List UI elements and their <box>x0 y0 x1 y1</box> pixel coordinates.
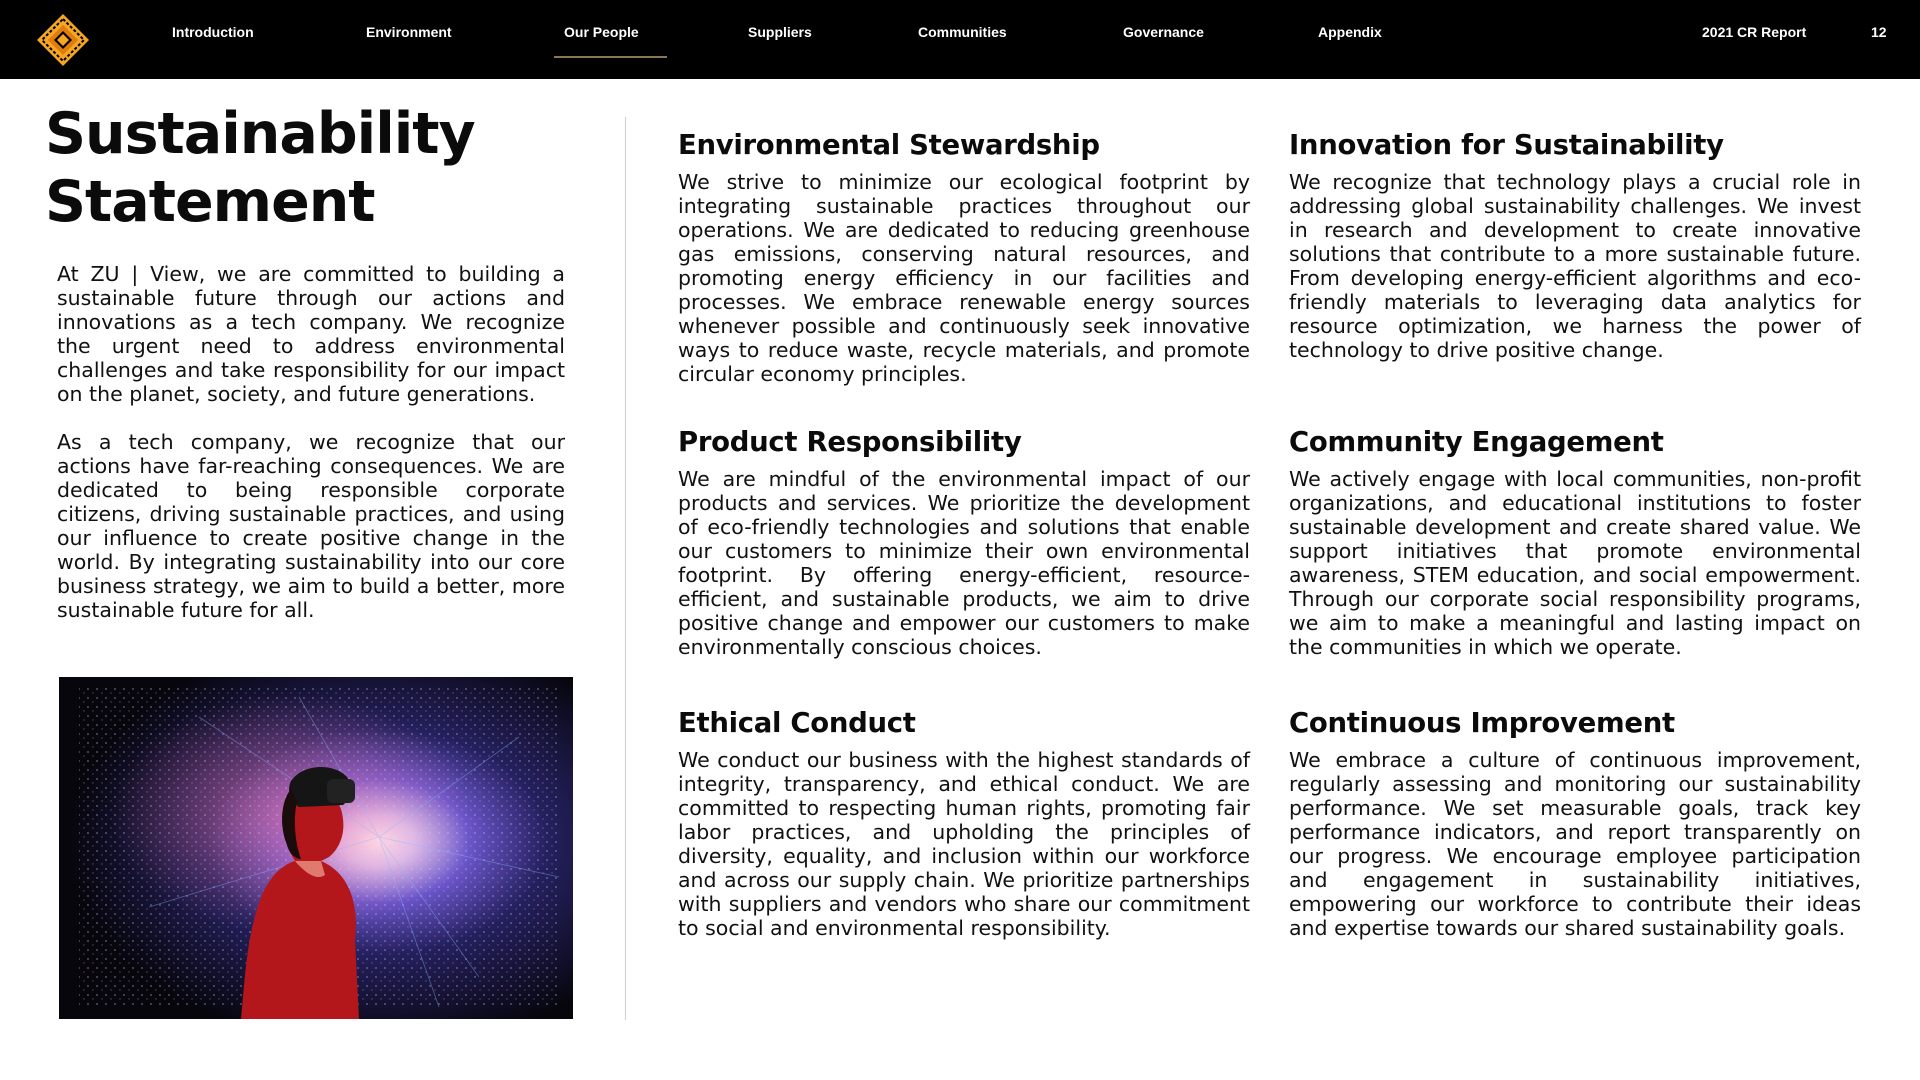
nav-appendix[interactable]: Appendix <box>1318 24 1382 40</box>
column-divider <box>625 117 626 1020</box>
top-navigation-bar <box>0 0 1920 79</box>
page-title-line-2: Statement <box>45 169 375 235</box>
section-body: We actively engage with local communities, non-profit organizations, and educational institutions to foster sustainable development and create shared value. We support initiatives that promote environmental awareness, STEM education, and social empowerment. Through our corporate social responsibility programs, we aim to make a meaningful and lasting impact on the communities in which we operate. <box>1289 467 1861 659</box>
section-body: We recognize that technology plays a crucial role in addressing global sustainability challenges. We invest in research and development to create innovative solutions that contribute to a more sustainable future. From developing energy-efficient algorithms and eco-friendly materials to leveraging data analytics for resource optimization, we harness the power of technology to drive positive change. <box>1289 170 1861 362</box>
section-heading: Product Responsibility <box>678 426 1022 458</box>
section-ethical-conduct <box>678 701 1250 940</box>
nav-suppliers[interactable]: Suppliers <box>748 24 812 40</box>
vr-headset-person-photo <box>59 677 573 1019</box>
nav-environment[interactable]: Environment <box>366 24 452 40</box>
section-body: We conduct our business with the highest standards of integrity, transparency, and ethical conduct. We are committed to respecting human rights, promoting fair labor practices, and upholding the principles of diversity, equality, and inclusion within our workforce and across our supply chain. We prioritize partnerships with suppliers and vendors who share our commitment to social and environmental responsibility. <box>678 748 1250 940</box>
company-logo-icon[interactable] <box>36 13 90 67</box>
nav-introduction[interactable]: Introduction <box>172 24 254 40</box>
page-number: 12 <box>1871 24 1887 40</box>
nav-our-people[interactable]: Our People <box>564 24 639 40</box>
section-heading: Continuous Improvement <box>1289 707 1675 739</box>
section-heading: Ethical Conduct <box>678 707 916 739</box>
section-product-responsibility <box>678 420 1250 659</box>
report-label[interactable]: 2021 CR Report <box>1702 24 1807 40</box>
section-body: We are mindful of the environmental impact of our products and services. We prioritize the development of eco-friendly technologies and solutions that enable our customers to minimize their own environmental footprint. By offering energy-efficient, resource-efficient, and sustainable products, we aim to drive positive change and empower our customers to make environmentally conscious choices. <box>678 467 1250 659</box>
page-title <box>45 100 475 236</box>
section-body: We embrace a culture of continuous improvement, regularly assessing and monitoring our sustainability performance. We set measurable goals, track key performance indicators, and report transparently on our progress. We encourage employee participation and engagement in sustainability initiatives, empowering our workforce to contribute their ideas and expertise towards our shared sustainability goals. <box>1289 748 1861 940</box>
active-nav-underline <box>554 56 667 58</box>
section-continuous-improvement <box>1289 701 1861 940</box>
section-heading: Environmental Stewardship <box>678 129 1100 161</box>
intro-paragraph-1: At ZU | View, we are committed to building a sustainable future through our actions and innovations as a tech company. We recognize the urgent need to address environmental challenges and take responsibility for our impact on the planet, society, and future generations. <box>57 262 565 406</box>
nav-governance[interactable]: Governance <box>1123 24 1204 40</box>
section-innovation-for-sustainability <box>1289 123 1861 362</box>
section-environmental-stewardship <box>678 123 1250 386</box>
intro-paragraph-2: As a tech company, we recognize that our actions have far-reaching consequences. We are dedicated to being responsible corporate citizens, driving sustainable practices, and using our influence to create positive change in the world. By integrating sustainability into our core business strategy, we aim to build a better, more sustainable future for all. <box>57 430 565 622</box>
page-title-line-1: Sustainability <box>45 101 475 167</box>
vr-photo-illustration-icon <box>59 677 573 1019</box>
section-heading: Community Engagement <box>1289 426 1664 458</box>
nav-communities[interactable]: Communities <box>918 24 1007 40</box>
section-body: We strive to minimize our ecological footprint by integrating sustainable practices throughout our operations. We are dedicated to reducing greenhouse gas emissions, conserving natural resources, and promoting energy efficiency in our facilities and processes. We embrace renewable energy sources whenever possible and continuously seek innovative ways to reduce waste, recycle materials, and promote circular economy principles. <box>678 170 1250 386</box>
section-community-engagement <box>1289 420 1861 659</box>
section-heading: Innovation for Sustainability <box>1289 129 1724 161</box>
